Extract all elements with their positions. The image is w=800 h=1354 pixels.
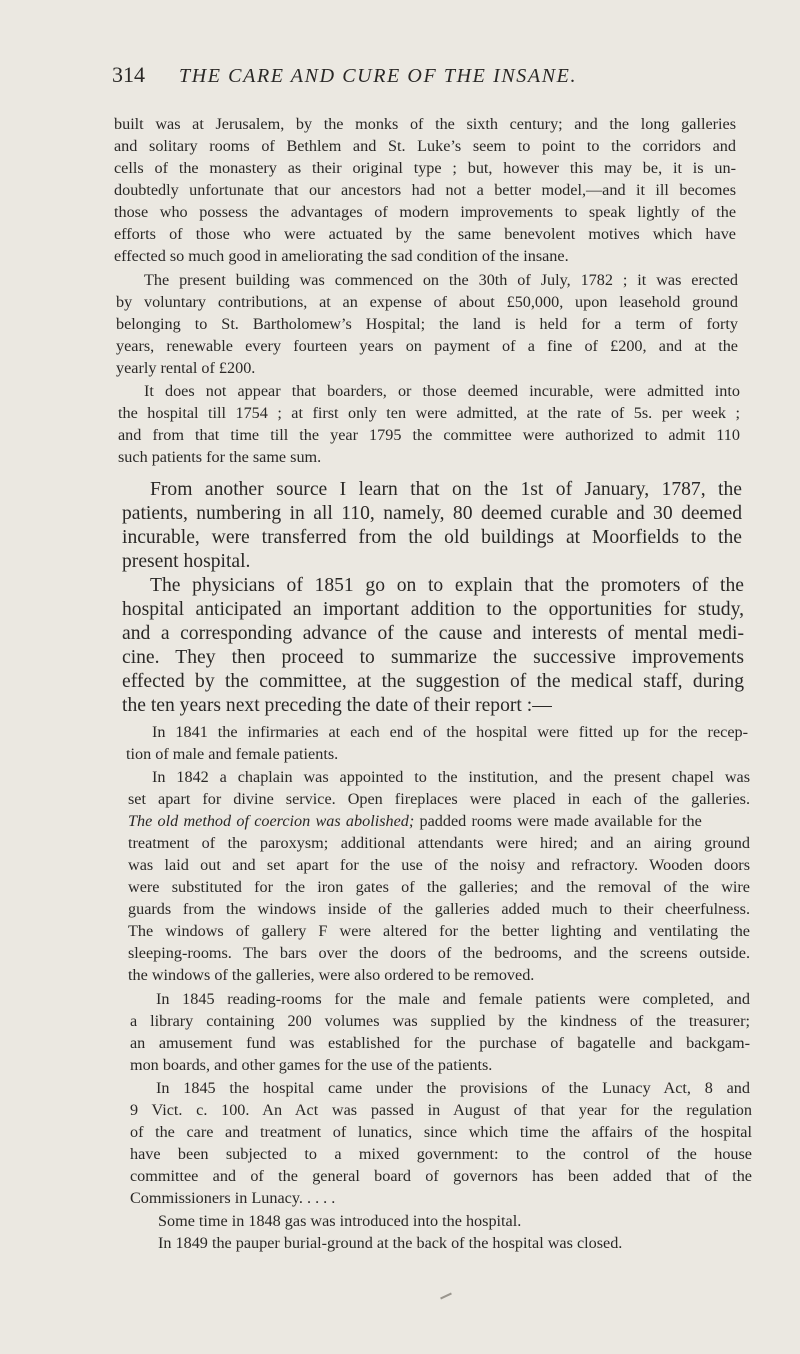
- text-line: patients, numbering in all 110, namely, 80 deemed curable and 30 deemed: [122, 503, 742, 524]
- text-line: 9 Vict. c. 100. An Act was passed in August of that year for the regulation: [130, 1101, 752, 1119]
- text-line: built was at Jerusalem, by the monks of the sixth century; and the long galleries: [114, 115, 736, 133]
- text-line: present hospital.: [122, 551, 251, 572]
- text-line: those who possess the advantages of modern improvements to speak lightly of the: [114, 203, 736, 221]
- text-line: sleeping-rooms. The bars over the doors of the bedrooms, and the screens outside.: [128, 944, 750, 962]
- text-line: and a corresponding advance of the cause and interests of mental medi-: [122, 623, 744, 644]
- text-line: In 1842 a chaplain was appointed to the institution, and the present chapel was: [152, 768, 750, 786]
- text-line: In 1845 the hospital came under the provisions of the Lunacy Act, 8 and: [156, 1079, 750, 1097]
- text-line: belonging to St. Bartholomew’s Hospital; the land is held for a term of forty: [116, 315, 738, 333]
- text-line: efforts of those who were actuated by the same benevolent motives which have: [114, 225, 736, 243]
- text-line: an amusement fund was established for the purchase of bagatelle and backgam-: [130, 1034, 750, 1052]
- text-line: of the care and treatment of lunatics, since which time the affairs of the hospital: [130, 1123, 752, 1141]
- text-line: treatment of the paroxysm; additional attendants were hired; and an airing ground: [128, 834, 750, 852]
- text-line: years, renewable every fourteen years on payment of a fine of £200, and at the: [116, 337, 738, 355]
- text-run: padded rooms were made available for the: [414, 812, 702, 830]
- text-line: committee and of the general board of governors has been added that of the: [130, 1167, 752, 1185]
- text-line: by voluntary contributions, at an expense of about £50,000, upon leasehold ground: [116, 293, 738, 311]
- text-line: cells of the monastery as their original type ; but, however this may be, it is un-: [114, 159, 736, 177]
- text-line: doubtedly unfortunate that our ancestors had not a better model,—and it ill becomes: [114, 181, 736, 199]
- text-line: In 1841 the infirmaries at each end of the hospital were fitted up for the recep-: [152, 723, 748, 741]
- text-line: The physicians of 1851 go on to explain that the promoters of the: [150, 575, 744, 596]
- page-header: [112, 62, 672, 102]
- text-line: incurable, were transferred from the old buildings at Moorfields to the: [122, 527, 742, 548]
- text-line: In 1845 reading-rooms for the male and female patients were completed, and: [156, 990, 750, 1008]
- text-line: such patients for the same sum.: [118, 448, 322, 466]
- text-line: was laid out and set apart for the use of the noisy and refractory. Wooden doors: [128, 856, 750, 874]
- stray-ink-mark: [440, 1293, 452, 1300]
- running-head: THE CARE AND CURE OF THE INSANE.: [179, 65, 578, 87]
- text-line-mixed: [128, 811, 750, 832]
- text-line: guards from the windows inside of the galleries added much to their cheerfulness.: [128, 900, 750, 918]
- text-line: In 1849 the pauper burial-ground at the back of the hospital was closed.: [158, 1234, 623, 1252]
- page-number: 314: [112, 62, 145, 87]
- text-line: hospital anticipated an important addition to the opportunities for study,: [122, 599, 744, 620]
- text-line: and solitary rooms of Bethlem and St. Luke’s seem to point to the corridors and: [114, 137, 736, 155]
- text-line: the ten years next preceding the date of their report :—: [122, 695, 552, 716]
- text-line: tion of male and female patients.: [126, 745, 339, 763]
- text-line: It does not appear that boarders, or those deemed incurable, were admitted into: [144, 382, 740, 400]
- text-line: set apart for divine service. Open fireplaces were placed in each of the galleries.: [128, 790, 750, 808]
- text-line: and from that time till the year 1795 the committee were authorized to admit 110: [118, 426, 740, 444]
- text-line: a library containing 200 volumes was supplied by the kindness of the treasurer;: [130, 1012, 750, 1030]
- text-line: were substituted for the iron gates of the galleries; and the removal of the wire: [128, 878, 750, 896]
- text-line: Some time in 1848 gas was introduced into the hospital.: [158, 1212, 522, 1230]
- text-line: From another source I learn that on the 1st of January, 1787, the: [150, 479, 742, 500]
- text-line: yearly rental of £200.: [116, 359, 256, 377]
- text-line: the hospital till 1754 ; at first only ten were admitted, at the rate of 5s. per week ;: [118, 404, 740, 422]
- italic-emphasis: The old method of coercion was abolished;: [128, 812, 415, 830]
- text-line: cine. They then proceed to summarize the successive improvements: [122, 647, 744, 668]
- text-line: effected so much good in ameliorating the sad condition of the insane.: [114, 247, 569, 265]
- text-line: effected by the committee, at the suggestion of the medical staff, during: [122, 671, 744, 692]
- text-line: mon boards, and other games for the use of the patients.: [130, 1056, 493, 1074]
- text-line: Commissioners in Lunacy. . . . .: [130, 1189, 336, 1207]
- text-line: The windows of gallery F were altered for the better lighting and ventilating the: [128, 922, 750, 940]
- text-line: The present building was commenced on the 30th of July, 1782 ; it was erected: [144, 271, 738, 289]
- text-line: have been subjected to a mixed government: to the control of the house: [130, 1145, 752, 1163]
- text-line: the windows of the galleries, were also ordered to be removed.: [128, 966, 535, 984]
